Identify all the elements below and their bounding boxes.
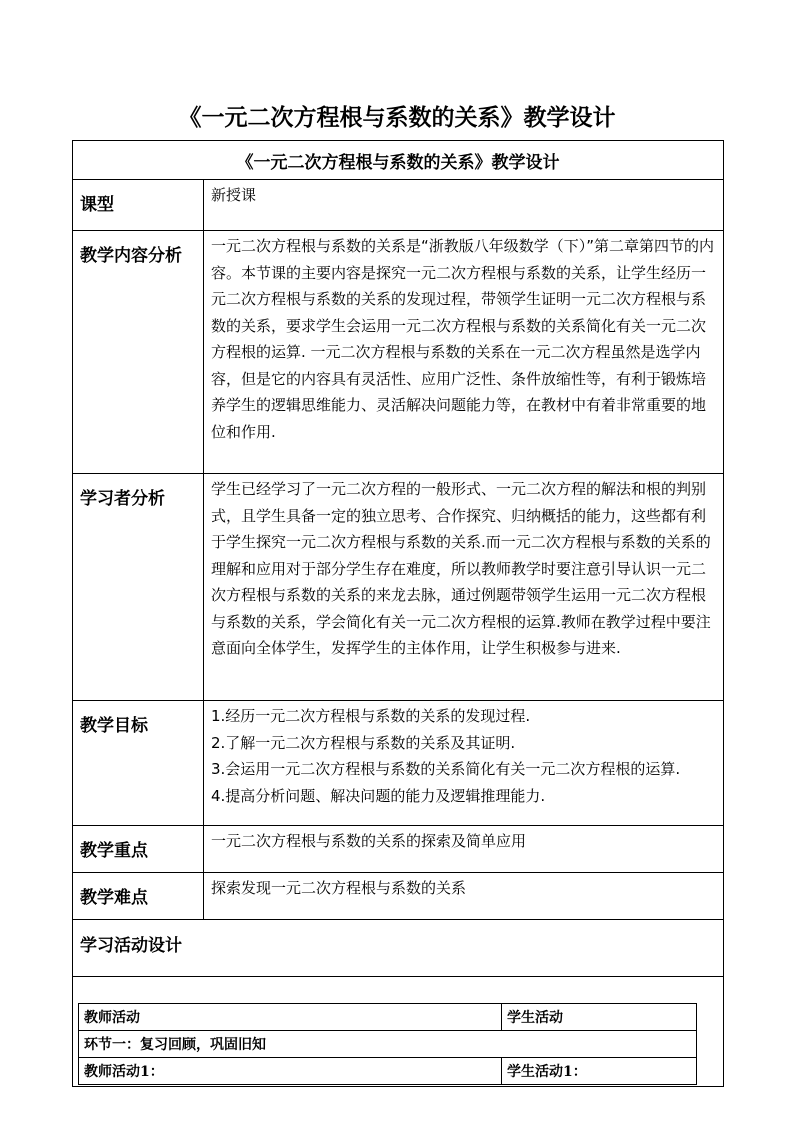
- student-activity-header: 学生活动: [502, 1004, 697, 1031]
- activity-table: [78, 1003, 697, 1085]
- key-points-label: 教学重点: [73, 826, 204, 873]
- content-analysis-paragraph: 一元二次方程根与系数的关系是“浙教版八年级数学（下）”第二章第四节的内容。本节课的主要内容是探究一元二次方程根与系数的关系，让学生经历一元二次方程根与系数的关系的发现过程，带领学生证明一元二次方程根与系数的关系，要求学生会运用一元二次方程根与系数的关系简化有关一元二次方程根的运算. 一元二次方程根与系数的关系在一元二次方程虽然是选学内容，但是它的内容具有灵活性、应用广泛性、条件放缩性等，有利于锻炼培养学生的逻辑思维能力、灵活解决问题能力等，在教材中有着非常重要的地位和作用.: [211, 237, 715, 441]
- objective-item: 1.经历一元二次方程根与系数的关系的发现过程.: [211, 707, 531, 725]
- student-activity-item: 学生活动1：: [502, 1058, 697, 1085]
- difficulties-value: 探索发现一元二次方程根与系数的关系: [204, 873, 724, 920]
- content-analysis-text: [204, 231, 724, 474]
- objectives-label: 教学目标: [73, 701, 204, 826]
- difficulties-label: 教学难点: [73, 873, 204, 920]
- objective-item: 2.了解一元二次方程根与系数的关系及其证明.: [211, 733, 516, 752]
- document-title: 《一元二次方程根与系数的关系》教学设计: [178, 104, 616, 131]
- section-heading: 环节一：复习回顾，巩固旧知: [79, 1031, 697, 1058]
- activity-table-wrapper: [73, 977, 723, 1086]
- objectives-list-cell: [204, 701, 724, 826]
- objectives-list: [211, 703, 717, 809]
- objective-item: 4.提高分析问题、解决问题的能力及逻辑推理能力.: [211, 786, 546, 805]
- activity-design-label: 学习活动设计: [73, 920, 724, 977]
- teacher-activity-item: 教师活动1：: [79, 1058, 502, 1085]
- objective-item: 3.会运用一元二次方程根与系数的关系简化有关一元二次方程根的运算.: [211, 760, 681, 778]
- learner-analysis-label: 学习者分析: [73, 474, 204, 701]
- activity-table-cell: [73, 977, 724, 1087]
- content-analysis-label: 教学内容分析: [73, 231, 204, 474]
- teacher-activity-header: 教师活动: [79, 1004, 502, 1031]
- key-points-value: 一元二次方程根与系数的关系的探索及简单应用: [204, 826, 724, 873]
- course-type-value: 新授课: [204, 180, 724, 231]
- learner-analysis-paragraph: 学生已经学习了一元二次方程的一般形式、一元二次方程的解法和根的判别式，且学生具备一定的独立思考、合作探究、归纳概括的能力，这些都有利于学生探究一元二次方程根与系数的关系.而一元二次方程根与系数的关系的理解和应用对于部分学生存在难度，所以教师教学时要注意引导认识一元二次方程根与系数的关系的来龙去脉，通过例题带领学生运用一元二次方程根与系数的关系，学会简化有关一元二次方程根的运算.教师在教学过程中要注意面向全体学生，发挥学生的主体作用，让学生积极参与进来.: [211, 480, 711, 657]
- lesson-plan-table: [72, 140, 724, 1087]
- learner-analysis-text: [204, 474, 724, 701]
- table-heading: 《一元二次方程根与系数的关系》教学设计: [73, 141, 724, 180]
- course-type-label: 课型: [73, 180, 204, 231]
